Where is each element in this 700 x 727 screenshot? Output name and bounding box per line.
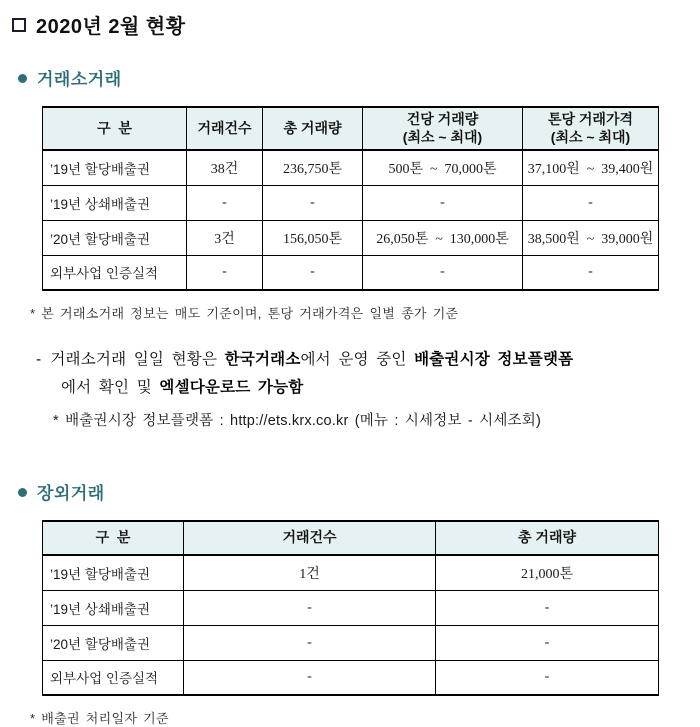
cell-total-volume: - <box>263 185 363 220</box>
section-title-otc <box>14 479 700 504</box>
cell-volume-per-trade: 500톤 ~ 70,000톤 <box>363 150 523 185</box>
section-title-exchange <box>14 65 700 90</box>
cell-trade-count: - <box>184 660 436 695</box>
cell-price-per-ton: 38,500원 ~ 39,000원 <box>523 220 659 255</box>
info-line-1 <box>36 346 676 374</box>
row-label: ’20년 할당배출권 <box>43 625 184 660</box>
table-row <box>43 255 659 290</box>
cell-trade-count: 3건 <box>187 220 263 255</box>
row-label: ’19년 상쇄배출권 <box>43 590 184 625</box>
section-title-otc-text: 장외거래 <box>37 484 105 503</box>
cell-trade-count: - <box>184 625 436 660</box>
cell-volume-per-trade: - <box>363 255 523 290</box>
cell-volume-per-trade: 26,050톤 ~ 130,000톤 <box>363 220 523 255</box>
otc-table <box>42 520 659 696</box>
cell-price-per-ton: - <box>523 185 659 220</box>
exchange-header-trade-count: 거래건수 <box>187 107 263 150</box>
row-label: ’19년 상쇄배출권 <box>43 185 187 220</box>
dash-bullet: - <box>36 351 42 368</box>
row-label: ’19년 할당배출권 <box>43 150 187 185</box>
cell-price-per-ton: 37,100원 ~ 39,400원 <box>523 150 659 185</box>
cell-total-volume: 21,000톤 <box>436 555 659 590</box>
table-row <box>43 220 659 255</box>
otc-header-category: 구 분 <box>43 521 184 555</box>
otc-table-footnote: * 배출권 처리일자 기준 <box>30 711 169 726</box>
cell-volume-per-trade: - <box>363 185 523 220</box>
exchange-header-category: 구 분 <box>43 107 187 150</box>
otc-header-total-volume: 총 거래량 <box>436 521 659 555</box>
document-page <box>0 10 700 726</box>
cell-trade-count: - <box>187 185 263 220</box>
exchange-table-footnote: * 본 거래소거래 정보는 매도 기준이며, 톤당 거래가격은 일별 종가 기준 <box>30 306 459 321</box>
exchange-info-paragraph <box>36 346 676 435</box>
exchange-header-volume-per-trade: 건당 거래량 (최소 ~ 최대) <box>363 107 523 150</box>
cell-total-volume: 156,050톤 <box>263 220 363 255</box>
row-label: 외부사업 인증실적 <box>43 255 187 290</box>
table-row <box>43 185 659 220</box>
table-row <box>43 625 659 660</box>
cell-trade-count: - <box>184 590 436 625</box>
row-label: ’19년 할당배출권 <box>43 555 184 590</box>
page-title-text: 2020년 2월 현황 <box>36 16 186 38</box>
row-label: ’20년 할당배출권 <box>43 220 187 255</box>
section-title-exchange-text: 거래소거래 <box>37 70 122 89</box>
cell-total-volume: 236,750톤 <box>263 150 363 185</box>
info-text: 거래소거래 일일 현황은 한국거래소에서 운영 중인 배출권시장 정보플랫폼 <box>50 351 574 368</box>
exchange-header-total-volume: 총 거래량 <box>263 107 363 150</box>
otc-header-trade-count: 거래건수 <box>184 521 436 555</box>
cell-total-volume: - <box>263 255 363 290</box>
exchange-table-header-row <box>43 107 659 150</box>
table-row <box>43 660 659 695</box>
section-bullet-icon <box>18 74 27 83</box>
cell-trade-count: 1건 <box>184 555 436 590</box>
platform-url-note: * 배출권시장 정보플랫폼 : http://ets.krx.co.kr (메뉴 : 시세정보 - 시세조회) <box>53 413 542 429</box>
otc-table-header-row <box>43 521 659 555</box>
section-bullet-icon <box>18 488 27 497</box>
exchange-header-price-per-ton: 톤당 거래가격 (최소 ~ 최대) <box>523 107 659 150</box>
cell-price-per-ton: - <box>523 255 659 290</box>
row-label: 외부사업 인증실적 <box>43 660 184 695</box>
square-bullet-icon <box>12 18 26 32</box>
cell-trade-count: 38건 <box>187 150 263 185</box>
cell-trade-count: - <box>187 255 263 290</box>
table-row <box>43 590 659 625</box>
cell-total-volume: - <box>436 660 659 695</box>
table-row <box>43 150 659 185</box>
cell-total-volume: - <box>436 625 659 660</box>
page-title <box>12 10 700 39</box>
table-row <box>43 555 659 590</box>
exchange-table <box>42 106 659 291</box>
cell-total-volume: - <box>436 590 659 625</box>
info-line-2: 에서 확인 및 엑셀다운로드 가능함 <box>61 379 304 396</box>
